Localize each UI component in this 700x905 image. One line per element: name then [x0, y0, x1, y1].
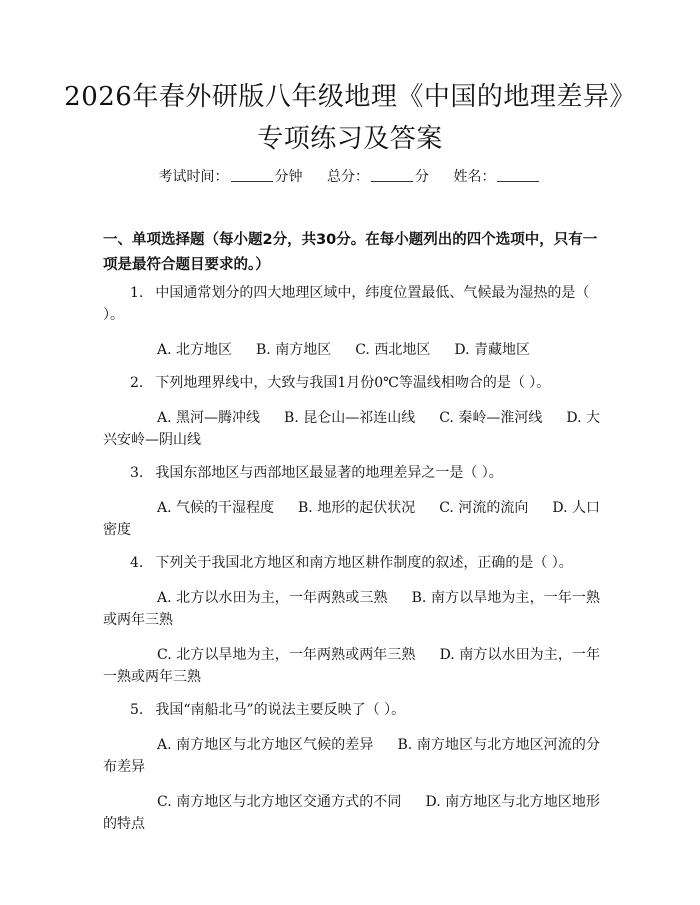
option-a: A. 北方地区	[157, 342, 233, 358]
option-b: B. 地形的起伏状况	[298, 500, 416, 516]
total-score-field	[327, 166, 429, 188]
question-1	[103, 282, 600, 326]
option-b: B. 南方地区与北方地区河流的分布差异	[103, 737, 600, 775]
option-d: D. 南方以水田为主，一年一熟或两年三熟	[103, 647, 600, 685]
option-b: B. 南方以旱地为主，一年一熟或两年三熟	[103, 590, 600, 628]
section-heading: 一、单项选择题（每小题2分，共30分。在每小题列出的四个选项中，只有一项是最符合题目要求的。）	[103, 232, 598, 273]
question-5-options-ab	[103, 734, 600, 778]
option-d: D. 南方地区与北方地区地形的特点	[103, 794, 600, 832]
exam-time-label: 考试时间：	[158, 169, 229, 185]
option-c: C. 河流的流向	[439, 500, 529, 516]
question-text: 下列关于我国北方地区和南方地区耕作制度的叙述，正确的是（ ）。	[155, 555, 573, 571]
question-text: 中国通常划分的四大地理区域中，纬度位置最低、气候最为湿热的是（ ）。	[103, 285, 590, 323]
question-1-options	[103, 339, 600, 361]
option-d: D. 青藏地区	[454, 342, 530, 358]
question-number: 1.	[130, 285, 144, 301]
question-number: 2.	[130, 375, 144, 391]
question-4-options-cd	[103, 644, 600, 688]
question-text: 我国东部地区与西部地区最显著的地理差异之一是（ ）。	[155, 465, 503, 481]
question-2	[103, 372, 600, 394]
total-score-blank	[371, 167, 413, 182]
exam-info-line	[0, 166, 700, 188]
question-text: 我国“南船北马”的说法主要反映了（ ）。	[155, 702, 406, 718]
question-3-options	[103, 497, 600, 541]
option-b: B. 南方地区	[256, 342, 332, 358]
document-title: 2026年春外研版八年级地理《中国的地理差异》专项练习及答案	[64, 82, 636, 154]
option-a: A. 北方以水田为主，一年两熟或三熟	[157, 590, 388, 606]
exam-time-unit: 分钟	[274, 169, 303, 185]
total-score-unit: 分	[415, 169, 429, 185]
question-3	[103, 462, 600, 484]
total-score-label: 总分：	[327, 169, 369, 185]
option-c: C. 北方以旱地为主，一年两熟或两年三熟	[157, 647, 416, 663]
option-d: D. 人口密度	[103, 500, 600, 538]
question-2-options	[103, 407, 600, 451]
student-name-blank	[497, 167, 539, 182]
question-list	[103, 282, 600, 835]
question-text: 下列地理界线中，大致与我国1月份0℃等温线相吻合的是（ ）。	[155, 375, 551, 391]
student-name-label: 姓名：	[453, 169, 496, 185]
question-number: 4.	[130, 555, 144, 571]
question-4-options-ab	[103, 587, 600, 631]
question-number: 3.	[130, 465, 144, 481]
option-c: C. 南方地区与北方地区交通方式的不同	[157, 794, 402, 810]
exam-time-field	[159, 166, 303, 188]
option-a: A. 气候的干湿程度	[157, 500, 275, 516]
option-a: A. 南方地区与北方地区气候的差异	[157, 737, 374, 753]
student-name-field	[453, 166, 541, 188]
question-number: 5.	[130, 702, 144, 718]
option-d: D. 大兴安岭—阴山线	[103, 410, 600, 448]
option-c: C. 秦岭—淮河线	[439, 410, 543, 426]
option-c: C. 西北地区	[355, 342, 431, 358]
option-b: B. 昆仑山—祁连山线	[284, 410, 416, 426]
question-4	[103, 552, 600, 574]
question-5-options-cd	[103, 791, 600, 835]
exam-time-blank	[231, 167, 273, 182]
option-a: A. 黑河—腾冲线	[157, 410, 261, 426]
question-5	[103, 699, 600, 721]
